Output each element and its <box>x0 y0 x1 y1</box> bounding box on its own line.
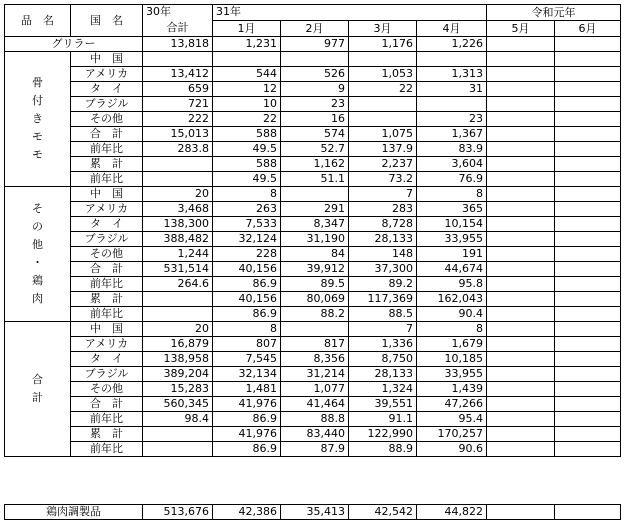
header-month: 5月 <box>487 21 555 37</box>
table-cell <box>555 307 621 322</box>
table-cell <box>143 52 213 67</box>
table-body <box>5 5 621 457</box>
table-cell: 1,176 <box>349 37 417 52</box>
table-cell: 44,822 <box>417 505 487 520</box>
table-cell <box>555 292 621 307</box>
table-cell: 170,257 <box>417 427 487 442</box>
category-char: 骨 <box>32 76 43 89</box>
table-row <box>5 277 621 292</box>
table-cell: 263 <box>213 202 281 217</box>
table-row <box>5 67 621 82</box>
table-cell: 10,154 <box>417 217 487 232</box>
table-cell: 42,542 <box>349 505 417 520</box>
table-cell: 16,879 <box>143 337 213 352</box>
country-label: アメリカ <box>71 202 143 217</box>
table-row <box>5 217 621 232</box>
table-cell <box>143 157 213 172</box>
table-cell <box>487 232 555 247</box>
table-cell: 7 <box>349 187 417 202</box>
header-row-top <box>5 5 621 21</box>
header-month: 4月 <box>417 21 487 37</box>
table-cell: 513,676 <box>143 505 213 520</box>
country-label: 累 計 <box>71 292 143 307</box>
table-cell <box>555 412 621 427</box>
table-row <box>5 412 621 427</box>
table-cell <box>349 112 417 127</box>
table-row <box>5 127 621 142</box>
table-cell: 95.4 <box>417 412 487 427</box>
table-cell <box>487 427 555 442</box>
table-cell <box>555 112 621 127</box>
table-cell <box>487 322 555 337</box>
table-cell: 90.6 <box>417 442 487 457</box>
table-cell: 90.4 <box>417 307 487 322</box>
table-cell: 33,955 <box>417 367 487 382</box>
table-cell <box>487 97 555 112</box>
table-cell: 228 <box>213 247 281 262</box>
table-cell <box>487 142 555 157</box>
header-month: 1月 <box>213 21 281 37</box>
table-cell: 365 <box>417 202 487 217</box>
country-label: アメリカ <box>71 337 143 352</box>
table-cell: 31,190 <box>281 232 349 247</box>
table-row <box>5 382 621 397</box>
table-cell: 42,386 <box>213 505 281 520</box>
table-cell: 721 <box>143 97 213 112</box>
table-cell: 33,955 <box>417 232 487 247</box>
table-cell: 588 <box>213 157 281 172</box>
table-cell: 86.9 <box>213 307 281 322</box>
table-row <box>5 367 621 382</box>
table-row <box>5 112 621 127</box>
table-cell <box>555 232 621 247</box>
table-cell <box>487 187 555 202</box>
country-label: 前年比 <box>71 307 143 322</box>
table-cell <box>555 67 621 82</box>
country-label: 中 国 <box>71 52 143 67</box>
table-cell: 40,156 <box>213 292 281 307</box>
table-cell: 1,481 <box>213 382 281 397</box>
table-cell: 86.9 <box>213 277 281 292</box>
table-cell: 41,976 <box>213 397 281 412</box>
country-label: 前年比 <box>71 142 143 157</box>
table-cell: 817 <box>281 337 349 352</box>
table-row <box>5 172 621 187</box>
category-label <box>5 52 71 187</box>
table-row <box>5 307 621 322</box>
table-cell <box>487 337 555 352</box>
table-cell <box>555 82 621 97</box>
table-cell: 98.4 <box>143 412 213 427</box>
table-cell: 20 <box>143 322 213 337</box>
table-cell: 7 <box>349 322 417 337</box>
table-cell: 8,750 <box>349 352 417 367</box>
header-category: 品 名 <box>5 5 71 37</box>
table-cell: 51.1 <box>281 172 349 187</box>
table-cell: 88.9 <box>349 442 417 457</box>
table-row <box>5 142 621 157</box>
table-cell: 32,134 <box>213 367 281 382</box>
table-cell: 1,679 <box>417 337 487 352</box>
category-char: 肉 <box>32 292 43 305</box>
table-cell: 7,533 <box>213 217 281 232</box>
table-cell: 22 <box>213 112 281 127</box>
header-month: 6月 <box>555 21 621 37</box>
table-cell <box>417 52 487 67</box>
country-label: 前年比 <box>71 277 143 292</box>
table-cell <box>487 262 555 277</box>
table-cell: 544 <box>213 67 281 82</box>
table-cell <box>555 397 621 412</box>
table-cell: 389,204 <box>143 367 213 382</box>
table-cell: 37,300 <box>349 262 417 277</box>
table-cell: 86.9 <box>213 442 281 457</box>
table-cell <box>281 187 349 202</box>
table-cell <box>487 202 555 217</box>
table-cell: 44,674 <box>417 262 487 277</box>
table-cell <box>487 397 555 412</box>
table-cell <box>555 52 621 67</box>
griller-label: グリラー <box>5 37 143 52</box>
table-cell <box>213 52 281 67</box>
table-cell: 39,912 <box>281 262 349 277</box>
table-cell: 1,053 <box>349 67 417 82</box>
table-cell <box>487 67 555 82</box>
table-cell <box>487 52 555 67</box>
table-cell <box>555 382 621 397</box>
table-cell <box>555 202 621 217</box>
table-cell: 8 <box>417 322 487 337</box>
table-cell <box>143 442 213 457</box>
table-cell <box>487 412 555 427</box>
country-label: タ イ <box>71 217 143 232</box>
table-cell <box>555 142 621 157</box>
table-cell <box>555 37 621 52</box>
country-label: 前年比 <box>71 412 143 427</box>
table-row <box>5 187 621 202</box>
table-cell: 31,214 <box>281 367 349 382</box>
category-char: モ <box>32 148 43 161</box>
category-char: そ <box>32 202 43 215</box>
table-cell: 137.9 <box>349 142 417 157</box>
table-cell: 32,124 <box>213 232 281 247</box>
table-cell: 1,244 <box>143 247 213 262</box>
table-cell: 1,226 <box>417 37 487 52</box>
table-cell: 8 <box>417 187 487 202</box>
header-country: 国 名 <box>71 5 143 37</box>
table-cell: 28,133 <box>349 367 417 382</box>
table-cell <box>487 277 555 292</box>
table-row <box>5 97 621 112</box>
table-cell <box>555 187 621 202</box>
table-cell <box>487 157 555 172</box>
table-cell <box>555 367 621 382</box>
table-row <box>5 292 621 307</box>
country-label: アメリカ <box>71 67 143 82</box>
table-cell <box>487 247 555 262</box>
table-cell <box>487 127 555 142</box>
header-year30: 30年 <box>143 5 213 21</box>
table-cell: 560,345 <box>143 397 213 412</box>
table-cell: 86.9 <box>213 412 281 427</box>
table-cell: 91.1 <box>349 412 417 427</box>
table-cell: 388,482 <box>143 232 213 247</box>
table-cell: 191 <box>417 247 487 262</box>
category-char: ・ <box>32 256 43 269</box>
table-cell: 12 <box>213 82 281 97</box>
table-cell: 1,336 <box>349 337 417 352</box>
table-cell: 3,604 <box>417 157 487 172</box>
table-row <box>5 322 621 337</box>
table-cell: 1,324 <box>349 382 417 397</box>
header-year30-total: 合計 <box>143 21 213 37</box>
table-cell <box>555 127 621 142</box>
table-row <box>5 427 621 442</box>
table-cell <box>487 112 555 127</box>
table-cell: 1,313 <box>417 67 487 82</box>
table-cell <box>487 217 555 232</box>
table-cell <box>555 247 621 262</box>
country-label: ブラジル <box>71 232 143 247</box>
table-cell <box>555 277 621 292</box>
category-char: 鶏 <box>32 274 43 287</box>
table-cell: 1,439 <box>417 382 487 397</box>
country-label: タ イ <box>71 352 143 367</box>
table-cell: 13,412 <box>143 67 213 82</box>
table-cell: 41,464 <box>281 397 349 412</box>
table-cell <box>349 97 417 112</box>
import-statistics-table <box>4 4 621 457</box>
table-cell <box>555 97 621 112</box>
category-char: 他 <box>32 238 43 251</box>
table-cell: 148 <box>349 247 417 262</box>
table-row <box>5 202 621 217</box>
country-label: 中 国 <box>71 187 143 202</box>
table-cell: 80,069 <box>281 292 349 307</box>
category-char: き <box>32 112 43 125</box>
table-cell: 264.6 <box>143 277 213 292</box>
table-cell: 31 <box>417 82 487 97</box>
table-cell: 122,990 <box>349 427 417 442</box>
table-row <box>5 262 621 277</box>
table-cell: 283.8 <box>143 142 213 157</box>
table-cell: 88.8 <box>281 412 349 427</box>
country-label: 合 計 <box>71 262 143 277</box>
table-cell <box>487 442 555 457</box>
table-cell: 117,369 <box>349 292 417 307</box>
country-label: その他 <box>71 247 143 262</box>
table-row <box>5 352 621 367</box>
table-cell <box>487 82 555 97</box>
table-cell: 1,075 <box>349 127 417 142</box>
table-cell: 76.9 <box>417 172 487 187</box>
processed-row <box>5 505 621 520</box>
table-cell: 49.5 <box>213 172 281 187</box>
table-cell: 35,413 <box>281 505 349 520</box>
table-cell <box>555 505 621 520</box>
table-cell: 73.2 <box>349 172 417 187</box>
table-cell: 8 <box>213 322 281 337</box>
category-label <box>5 187 71 322</box>
category-label <box>5 322 71 457</box>
country-label: その他 <box>71 382 143 397</box>
table-cell <box>143 427 213 442</box>
table-cell: 291 <box>281 202 349 217</box>
table-row <box>5 82 621 97</box>
table-cell: 138,300 <box>143 217 213 232</box>
country-label: 合 計 <box>71 397 143 412</box>
table-cell <box>487 505 555 520</box>
country-label: ブラジル <box>71 97 143 112</box>
table-cell <box>487 37 555 52</box>
table-cell <box>143 307 213 322</box>
table-cell <box>487 382 555 397</box>
table-cell: 283 <box>349 202 417 217</box>
category-char: の <box>32 220 43 233</box>
table-cell: 23 <box>281 97 349 112</box>
header-year31: 31年 <box>213 5 487 21</box>
table-cell: 41,976 <box>213 427 281 442</box>
table-cell <box>555 337 621 352</box>
country-label: 累 計 <box>71 157 143 172</box>
table-cell <box>281 52 349 67</box>
table-cell <box>143 292 213 307</box>
table-cell <box>487 367 555 382</box>
country-label: 前年比 <box>71 172 143 187</box>
table-cell <box>417 97 487 112</box>
table-cell: 8,728 <box>349 217 417 232</box>
table-cell: 588 <box>213 127 281 142</box>
table-cell: 526 <box>281 67 349 82</box>
griller-row <box>5 37 621 52</box>
table-cell <box>555 172 621 187</box>
table-cell: 8,356 <box>281 352 349 367</box>
table-cell: 16 <box>281 112 349 127</box>
table-cell: 574 <box>281 127 349 142</box>
table-cell: 138,958 <box>143 352 213 367</box>
table-cell: 1,162 <box>281 157 349 172</box>
category-char: 合 <box>32 373 43 386</box>
table-cell: 977 <box>281 37 349 52</box>
processed-label: 鶏肉調製品 <box>5 505 143 520</box>
category-char: モ <box>32 130 43 143</box>
header-month: 2月 <box>281 21 349 37</box>
table-cell: 1,367 <box>417 127 487 142</box>
table-cell: 162,043 <box>417 292 487 307</box>
table-row <box>5 232 621 247</box>
table-cell: 1,077 <box>281 382 349 397</box>
table-cell: 88.5 <box>349 307 417 322</box>
table-cell <box>555 262 621 277</box>
table-cell <box>555 322 621 337</box>
table-cell <box>487 292 555 307</box>
country-label: 中 国 <box>71 322 143 337</box>
table-cell <box>555 427 621 442</box>
table-cell: 95.8 <box>417 277 487 292</box>
header-month: 3月 <box>349 21 417 37</box>
table-cell: 15,013 <box>143 127 213 142</box>
table-row <box>5 52 621 67</box>
table-cell: 8,347 <box>281 217 349 232</box>
table-cell: 88.2 <box>281 307 349 322</box>
table-cell: 10 <box>213 97 281 112</box>
table-cell: 40,156 <box>213 262 281 277</box>
table-cell: 222 <box>143 112 213 127</box>
table-cell: 39,551 <box>349 397 417 412</box>
table-cell: 3,468 <box>143 202 213 217</box>
country-label: 合 計 <box>71 127 143 142</box>
country-label: タ イ <box>71 82 143 97</box>
table-cell: 49.5 <box>213 142 281 157</box>
table-cell <box>281 322 349 337</box>
table-cell: 47,266 <box>417 397 487 412</box>
table-cell: 89.5 <box>281 277 349 292</box>
table-cell <box>349 52 417 67</box>
table-cell: 23 <box>417 112 487 127</box>
table-cell: 87.9 <box>281 442 349 457</box>
processed-products-table <box>4 504 621 520</box>
table-cell <box>487 307 555 322</box>
header-reiwa: 令和元年 <box>487 5 621 21</box>
country-label: その他 <box>71 112 143 127</box>
table-cell: 10,185 <box>417 352 487 367</box>
table-cell: 1,231 <box>213 37 281 52</box>
table-cell <box>487 352 555 367</box>
table-cell: 807 <box>213 337 281 352</box>
table-cell: 7,545 <box>213 352 281 367</box>
country-label: 累 計 <box>71 427 143 442</box>
table-row <box>5 337 621 352</box>
table-cell <box>487 172 555 187</box>
table-cell <box>143 172 213 187</box>
table-cell: 83.9 <box>417 142 487 157</box>
table-cell: 9 <box>281 82 349 97</box>
table-cell <box>555 157 621 172</box>
table-row <box>5 157 621 172</box>
table-cell: 20 <box>143 187 213 202</box>
table-cell: 89.2 <box>349 277 417 292</box>
table-cell <box>555 442 621 457</box>
table-cell: 83,440 <box>281 427 349 442</box>
table-cell: 531,514 <box>143 262 213 277</box>
table-cell: 2,237 <box>349 157 417 172</box>
table-cell <box>555 352 621 367</box>
category-char: 計 <box>32 391 43 404</box>
table-cell: 15,283 <box>143 382 213 397</box>
country-label: ブラジル <box>71 367 143 382</box>
category-char: 付 <box>32 94 43 107</box>
table-cell: 13,818 <box>143 37 213 52</box>
table-cell <box>555 217 621 232</box>
table-cell: 22 <box>349 82 417 97</box>
country-label: 前年比 <box>71 442 143 457</box>
table-cell: 84 <box>281 247 349 262</box>
table-cell: 8 <box>213 187 281 202</box>
table-cell: 659 <box>143 82 213 97</box>
table-cell: 52.7 <box>281 142 349 157</box>
table-row <box>5 397 621 412</box>
table-row <box>5 247 621 262</box>
table-row <box>5 442 621 457</box>
table-cell: 28,133 <box>349 232 417 247</box>
